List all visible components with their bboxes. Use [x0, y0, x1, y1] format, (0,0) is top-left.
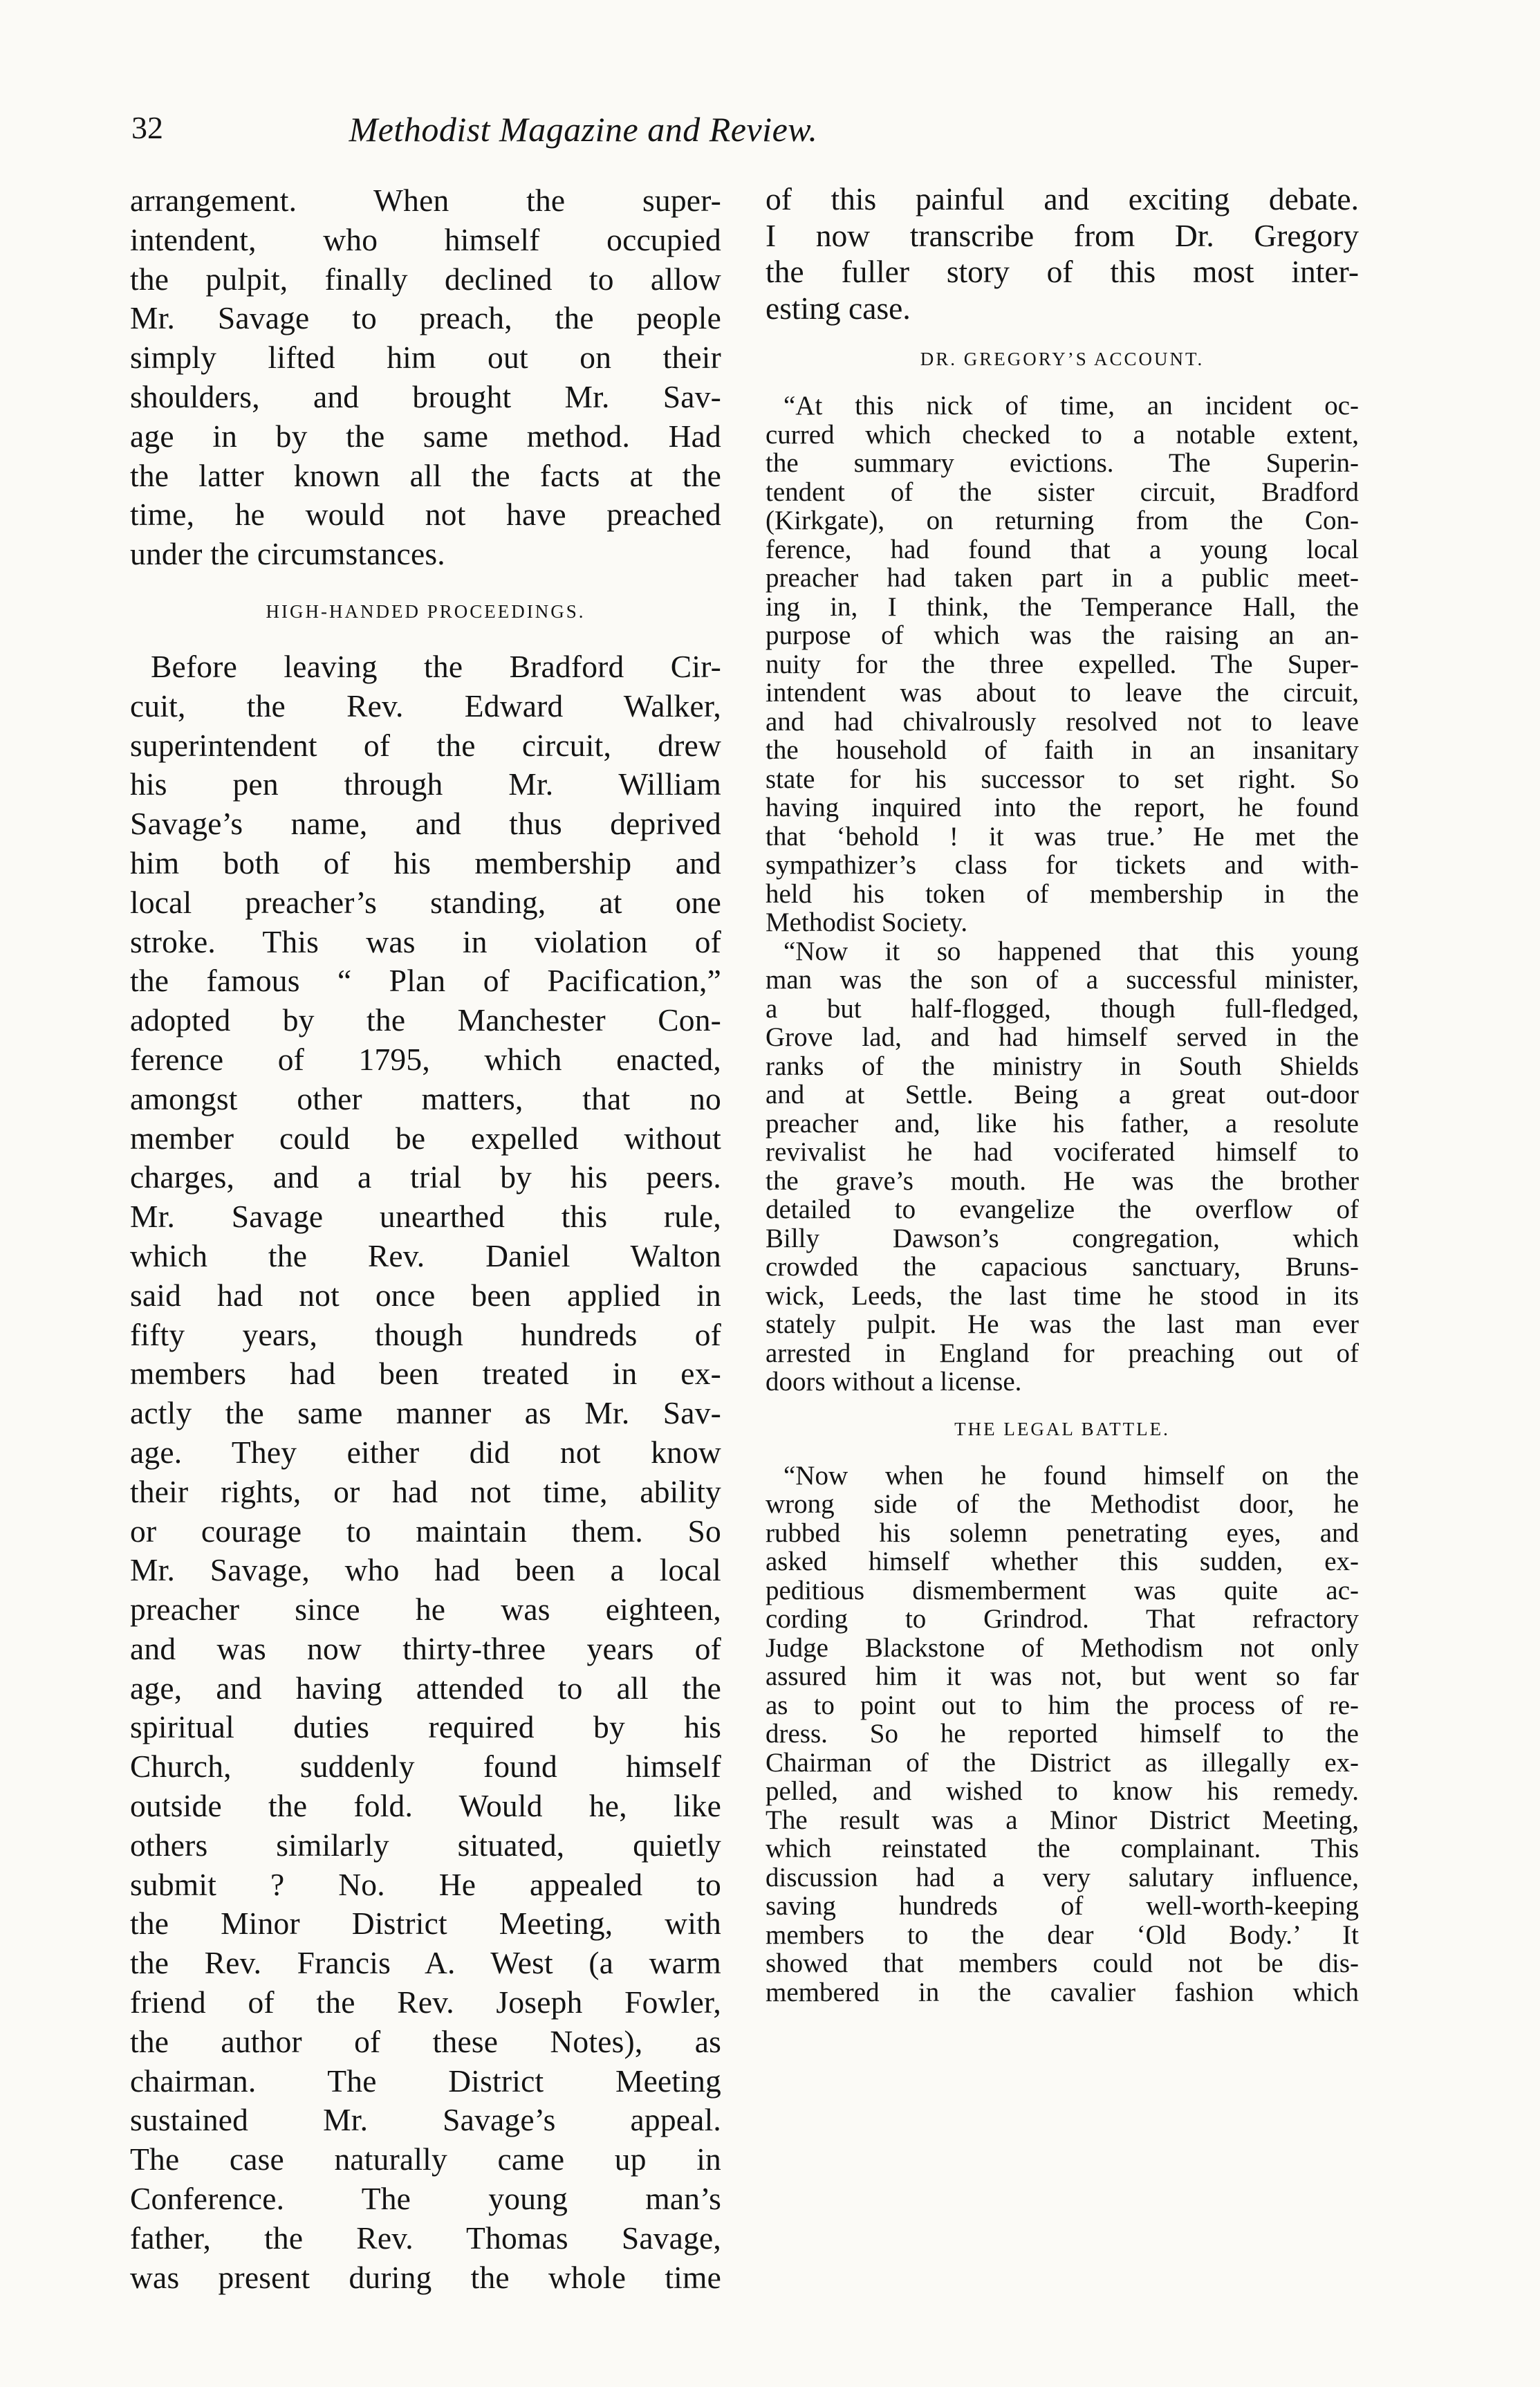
running-title: Methodist Magazine and Review. [349, 110, 818, 149]
text-line: said had not once been applied in [130, 1277, 721, 1313]
text-line: friend of the Rev. Joseph Fowler, [130, 1984, 721, 2020]
text-line: “Now when he found himself on the [783, 1460, 1359, 1491]
text-line: the author of these Notes), as [130, 2023, 721, 2059]
subheading-the-legal-battle: THE LEGAL BATTLE. [954, 1418, 1170, 1439]
left-paragraph-2 [130, 647, 721, 2297]
text-line: and at Settle. Being a great out-door [766, 1080, 1359, 1109]
text-line: ference of 1795, which enacted, [130, 1041, 721, 1077]
text-line: father, the Rev. Thomas Savage, [130, 2220, 721, 2256]
text-line: revivalist he had vociferated himself to [766, 1137, 1359, 1167]
text-line: arrangement. When the super- [130, 183, 721, 218]
text-line: (Kirkgate), on returning from the Con- [766, 506, 1359, 535]
text-line: member could be expelled without [130, 1120, 721, 1156]
text-line: time, he would not have preached [130, 497, 721, 533]
right-paragraph-1 [766, 391, 1359, 937]
text-line: spiritual duties required by his [130, 1709, 721, 1745]
text-line: the famous “ Plan of Pacification,” [130, 963, 721, 999]
text-line: esting case. [766, 290, 911, 326]
text-line: ference, had found that a young local [766, 534, 1359, 564]
text-line: submit ? No. He appealed to [130, 1866, 721, 1902]
text-line: peditious dismemberment was quite ac- [766, 1575, 1359, 1605]
text-line: Mr. Savage to preach, the people [130, 300, 721, 336]
right-paragraph-3 [766, 1462, 1359, 2007]
text-line: fifty years, though hundreds of [130, 1316, 721, 1352]
text-line: local preacher’s standing, at one [130, 884, 721, 920]
right-intro-paragraph [766, 181, 1359, 326]
text-line: age. They either did not know [130, 1434, 721, 1470]
text-line: man was the son of a successful minister, [766, 965, 1359, 995]
text-line: which reinstated the complainant. This [766, 1834, 1359, 1863]
text-line: the summary evictions. The Superin- [766, 448, 1359, 478]
text-line: as to point out to him the process of re- [766, 1690, 1359, 1720]
text-line: having inquired into the report, he found [766, 793, 1359, 822]
text-line: a but half-flogged, though full-fledged, [766, 993, 1359, 1024]
text-line: members to the dear ‘Old Body.’ It [766, 1919, 1359, 1950]
text-line: Conference. The young man’s [130, 2181, 721, 2217]
text-line: doors without a license. [766, 1367, 1022, 1397]
text-line: was present during the whole time [130, 2259, 721, 2295]
text-line: “At this nick of time, an incident oc- [783, 391, 1359, 421]
text-line: detailed to evangelize the overflow of [766, 1195, 1359, 1224]
text-line: intendent was about to leave the circuit, [766, 678, 1359, 708]
text-line: stately pulpit. He was the last man ever [766, 1309, 1359, 1339]
text-line: amongst other matters, that no [130, 1080, 721, 1116]
text-line: stroke. This was in violation of [130, 923, 721, 959]
text-line: “Now it so happened that this young [783, 936, 1359, 966]
text-line: the household of faith in an insanitary [766, 735, 1359, 765]
text-line: discussion had a very salutary influence, [766, 1862, 1359, 1892]
text-line: members had been treated in ex- [130, 1356, 721, 1392]
text-line: Methodist Society. [766, 907, 968, 937]
text-line: purpose of which was the raising an an- [766, 620, 1359, 650]
text-line: or courage to maintain them. So [130, 1513, 721, 1549]
text-line: Mr. Savage, who had been a local [130, 1552, 721, 1588]
text-line: Judge Blackstone of Methodism not only [766, 1632, 1359, 1663]
text-line: and was now thirty-three years of [130, 1630, 721, 1666]
text-line: Billy Dawson’s congregation, which [766, 1223, 1359, 1253]
text-line: his pen through Mr. William [130, 766, 721, 802]
text-line: asked himself whether this sudden, ex- [766, 1547, 1359, 1576]
text-line: the fuller story of this most inter- [766, 254, 1359, 289]
text-line: preacher since he was eighteen, [130, 1592, 721, 1628]
text-line: the pulpit, finally declined to allow [130, 261, 721, 297]
text-line: Savage’s name, and thus deprived [130, 806, 721, 842]
text-line: crowded the capacious sanctuary, Bruns- [766, 1252, 1359, 1282]
subheading-high-handed-proceedings: HIGH-HANDED PROCEEDINGS. [266, 600, 586, 622]
text-line: membered in the cavalier fashion which [766, 1977, 1359, 2007]
text-line: preacher and, like his father, a resolute [766, 1108, 1359, 1139]
text-line: arrested in England for preaching out of [766, 1338, 1359, 1368]
text-line: Grove lad, and had himself served in the [766, 1022, 1359, 1052]
text-line: sustained Mr. Savage’s appeal. [130, 2102, 721, 2138]
left-paragraph-1 [130, 181, 721, 574]
text-line: shoulders, and brought Mr. Sav- [130, 378, 721, 414]
text-line: of this painful and exciting debate. [766, 181, 1359, 216]
text-line: chairman. The District Meeting [130, 2063, 721, 2099]
text-line: cuit, the Rev. Edward Walker, [130, 688, 721, 724]
page-header [131, 109, 1035, 158]
text-line: wrong side of the Methodist door, he [766, 1489, 1359, 1519]
text-line: charges, and a trial by his peers. [130, 1159, 721, 1195]
text-line: assured him it was not, but went so far [766, 1661, 1359, 1691]
text-line: Church, suddenly found himself [130, 1749, 721, 1785]
text-line: the Minor District Meeting, with [130, 1906, 721, 1942]
text-line: The case naturally came up in [130, 2141, 721, 2177]
text-line: under the circumstances. [130, 536, 445, 572]
text-line: the Rev. Francis A. West (a warm [130, 1945, 721, 1981]
text-line: age in by the same method. Had [130, 418, 721, 454]
right-paragraph-2 [766, 937, 1359, 1397]
text-line: The result was a Minor District Meeting, [766, 1805, 1359, 1835]
text-line: and had chivalrously resolved not to leave [766, 706, 1359, 737]
text-line: age, and having attended to all the [130, 1670, 721, 1706]
text-line: held his token of membership in the [766, 878, 1359, 909]
text-line: superintendent of the circuit, drew [130, 727, 721, 763]
text-line: I now transcribe from Dr. Gregory [766, 217, 1359, 253]
text-line: ing in, I think, the Temperance Hall, the [766, 591, 1359, 622]
page-number: 32 [131, 110, 163, 145]
subheading-dr-gregorys-account: DR. GREGORY’S ACCOUNT. [920, 349, 1205, 369]
text-line: the latter known all the facts at the [130, 457, 721, 493]
text-line: their rights, or had not time, ability [130, 1473, 721, 1509]
text-line: outside the fold. Would he, like [130, 1788, 721, 1824]
text-line: adopted by the Manchester Con- [130, 1002, 721, 1038]
text-line: tendent of the sister circuit, Bradford [766, 477, 1359, 507]
text-line: rubbed his solemn penetrating eyes, and [766, 1518, 1359, 1548]
text-line: pelled, and wished to know his remedy. [766, 1776, 1359, 1806]
text-line: nuity for the three expelled. The Super- [766, 649, 1359, 679]
left-column [130, 181, 721, 2297]
text-line: Mr. Savage unearthed this rule, [130, 1199, 721, 1235]
text-line: Before leaving the Bradford Cir- [151, 648, 721, 684]
text-line: intendent, who himself occupied [130, 221, 721, 257]
text-line: simply lifted him out on their [130, 340, 721, 376]
text-line: preacher had taken part in a public meet- [766, 563, 1359, 593]
right-column [766, 181, 1359, 2007]
text-line: cording to Grindrod. That refractory [766, 1604, 1359, 1634]
text-line: sympathizer’s class for tickets and with- [766, 850, 1359, 880]
text-line: curred which checked to a notable extent, [766, 419, 1359, 450]
text-line: actly the same manner as Mr. Sav- [130, 1395, 721, 1431]
text-line: him both of his membership and [130, 845, 721, 881]
text-line: state for his successor to set right. So [766, 764, 1359, 794]
text-line: wick, Leeds, the last time he stood in its [766, 1280, 1359, 1311]
text-line: that ‘behold ! it was true.’ He met the [766, 821, 1359, 851]
text-line: dress. So he reported himself to the [766, 1719, 1359, 1749]
text-line: which the Rev. Daniel Walton [130, 1237, 721, 1273]
text-line: Chairman of the District as illegally ex- [766, 1747, 1359, 1778]
text-line: showed that members could not be dis- [766, 1948, 1359, 1978]
text-line: saving hundreds of well-worth-keeping [766, 1891, 1359, 1921]
text-line: others similarly situated, quietly [130, 1827, 721, 1863]
text-line: ranks of the ministry in South Shields [766, 1051, 1359, 1081]
text-line: the grave’s mouth. He was the brother [766, 1165, 1359, 1196]
